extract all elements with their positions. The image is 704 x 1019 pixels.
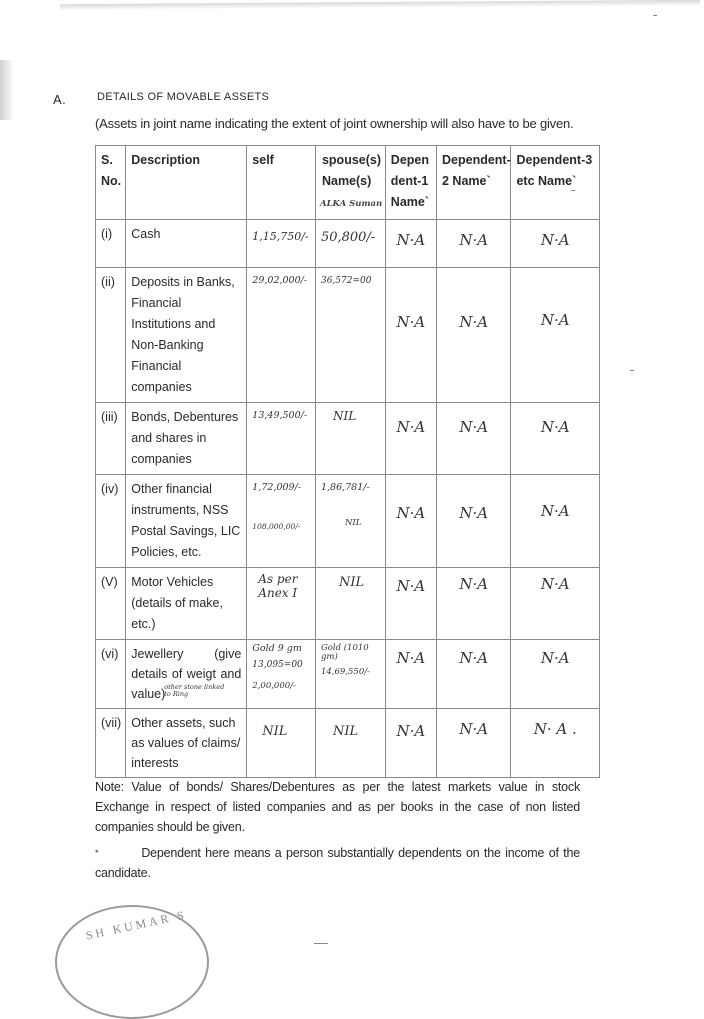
dep3-value: N·A [540,231,570,249]
stamp-text: SH KUMAR S [84,907,188,943]
row-dep2 [437,220,511,268]
spouse-value: Gold (1010 gm) [320,643,369,662]
row-dep2 [437,640,511,709]
dep1-value: N·A [396,722,426,740]
dep3-value: N· A . [533,720,577,738]
dep2-value: N·A [459,720,489,738]
row-spouse [315,220,385,268]
header-dependent-2: Dependent- 2 Name` [437,146,511,220]
note-bullet: * [95,848,99,858]
header-sno: S. No. [96,146,126,220]
row-sno: (V) [96,568,126,640]
dep1-value: N·A [396,504,426,522]
row-dep2 [437,268,511,403]
description-handwritten-note: other stone linked to Ring [164,683,225,698]
self-value: As per Anex I [258,572,298,600]
row-dep3 [511,220,600,268]
row-dep1 [385,640,436,709]
table-row [96,220,600,268]
header-description: Description [126,146,247,220]
section-subtitle: (Assets in joint name indicating the extent of joint ownership will also have to be given. [95,116,574,131]
row-spouse [315,475,385,568]
row-dep3 [511,403,600,475]
row-description-text: Jewellery (give details of weigt and value) [131,647,242,701]
header-dependent-1: Depen dent-1 Name` [385,146,436,220]
row-dep2 [437,568,511,640]
row-description: Motor Vehicles (details of make, etc.) [126,568,247,640]
row-dep3 [511,475,600,568]
row-dep3 [511,568,600,640]
scan-speck [653,15,657,16]
row-dep2 [437,709,511,778]
spouse-value: 36,572=00 [320,276,372,286]
dep2-value: N·A [459,504,489,522]
row-spouse [315,403,385,475]
table-row [96,640,600,709]
row-dep1 [385,568,436,640]
scan-speck [314,943,328,944]
spouse-value: 1,86,781/- [320,482,370,493]
row-sno: (iv) [96,475,126,568]
header-spouse [315,146,385,220]
row-sno: (vii) [96,709,126,778]
dep1-value: N·A [396,313,426,331]
row-dep3 [511,709,600,778]
row-self [247,220,316,268]
scan-edge-top [60,0,700,10]
header-dependent-3: Dependent-3 etc Name` [511,146,600,220]
spouse-value: NIL [332,409,357,423]
table-row [96,403,600,475]
row-self [247,568,316,640]
note-paragraph: Note: Value of bonds/ Shares/Debentures as per the latest markets value in stock Exchange in respect of listed companies and as per books in the case of non listed companies should be given. [95,780,580,834]
row-dep2 [437,475,511,568]
row-spouse [315,709,385,778]
self-value-2: 13,095=00 [252,660,303,670]
self-value: 29,02,000/- [252,275,308,286]
scan-speck [571,190,575,191]
spouse-value: NIL [332,724,359,739]
row-description: Deposits in Banks, Financial Institutions and Non-Banking Financial companies [126,268,247,403]
self-value-3: 2,00,000/- [252,681,296,691]
self-value: 1,15,750/- [252,230,309,243]
row-description: Bonds, Debentures and shares in companies [126,403,247,475]
row-dep1 [385,475,436,568]
dep2-value: N·A [459,231,489,249]
row-spouse [315,568,385,640]
row-sno: (iii) [96,403,126,475]
row-dep2 [437,403,511,475]
spouse-value-2: NIL [344,518,362,528]
self-value: 13,49,500/- [252,410,308,421]
section-title-text: DETAILS OF MOVABLE ASSETS [97,91,270,103]
row-dep1 [385,403,436,475]
row-spouse [315,268,385,403]
row-dep3 [511,268,600,403]
dep2-value: N·A [459,418,489,436]
dep1-value: N·A [396,418,426,436]
spouse-value: 50,800/- [320,230,376,245]
row-dep3 [511,640,600,709]
self-value-2: 108,000,00/- [252,522,301,531]
scan-edge-left [0,60,14,120]
table-row [96,709,600,778]
section-letter: A. [53,92,67,107]
row-self [247,709,316,778]
row-sno: (vi) [96,640,126,709]
row-dep1 [385,220,436,268]
dependent-note [95,843,580,883]
row-self [247,268,316,403]
self-value: 1,72,009/- [252,482,302,493]
row-description: Cash [126,220,247,268]
header-self: self [247,146,316,220]
table-row [96,475,600,568]
row-spouse [315,640,385,709]
row-dep1 [385,709,436,778]
scan-speck [630,370,634,371]
movable-assets-table [95,145,600,778]
self-value: Gold 9 gm [252,643,302,654]
spouse-name-handwritten: ALKA Suman [319,199,383,209]
row-self [247,475,316,568]
dep1-value: N·A [396,577,426,595]
row-description [126,640,247,709]
section-title [97,91,269,103]
row-dep1 [385,268,436,403]
row-description: Other assets, such as values of claims/ interests [126,709,247,778]
dependent-note-text: Dependent here means a person substantially dependents on the income of the candidate. [95,846,580,880]
row-sno: (ii) [96,268,126,403]
dep3-value: N·A [540,575,570,593]
dep2-value: N·A [459,575,489,593]
row-self [247,403,316,475]
header-spouse-label: spouse(s) Name(s) [321,153,382,188]
self-value: NIL [262,724,288,739]
table-header-row [96,146,600,220]
dep2-value: N·A [459,649,489,667]
dep1-value: N·A [396,649,426,667]
dep2-value: N·A [459,313,489,331]
dep1-value: N·A [396,231,426,249]
spouse-value: NIL [338,575,365,590]
dep3-value: N·A [540,418,570,436]
table-row [96,268,600,403]
row-description: Other financial instruments, NSS Postal Savings, LIC Policies, etc. [126,475,247,568]
spouse-value-2: 14,69,550/- [320,667,370,677]
dep3-value: N·A [540,311,570,329]
row-self [247,640,316,709]
dep3-value: N·A [540,502,570,520]
table-row [96,568,600,640]
dep3-value: N·A [540,649,570,667]
row-sno: (i) [96,220,126,268]
